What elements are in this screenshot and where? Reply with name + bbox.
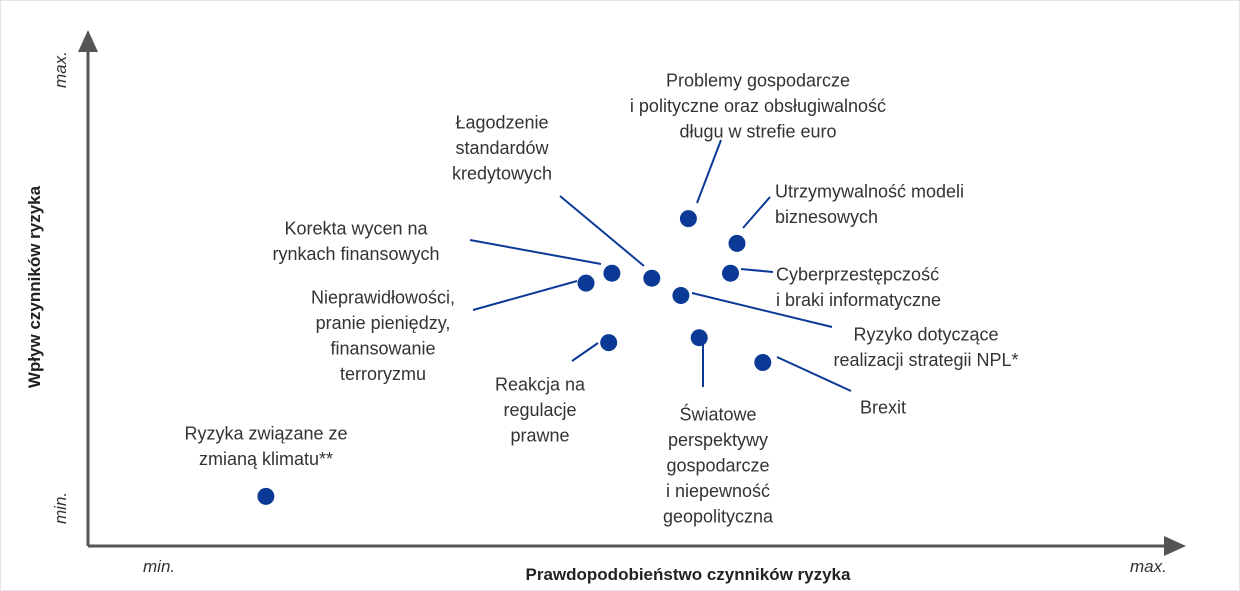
data-label-line: terroryzmu [339,363,427,384]
data-point [257,488,274,505]
data-point [578,275,595,292]
data-label-line: Ryzyka związane ze [184,423,348,444]
data-label [184,423,347,469]
data-label-line: geopolityczna [662,506,774,527]
data-label-line: Światowe [679,404,757,425]
data-label-line: Brexit [860,397,907,418]
data-label [452,112,552,183]
leader-line [473,281,577,310]
x-tick-label-max: max. [1130,557,1167,576]
data-label-line: i braki informatyczne [776,289,942,310]
data-point [680,210,697,227]
y-axis-title: Wpływ czynników ryzyka [25,185,44,389]
leader-line [697,140,721,203]
data-label-line: prawne [510,425,570,446]
data-label-line: standardów [455,137,549,158]
data-label-line: i niepewność [665,480,771,501]
data-label-line: biznesowych [775,206,879,227]
data-point [672,287,689,304]
data-label-line: Łagodzenie [455,112,549,133]
data-label-line: realizacji strategii NPL* [833,349,1019,370]
x-axis-title: Prawdopodobieństwo czynników ryzyka [525,565,851,584]
data-label-line: perspektywy [667,429,769,450]
y-tick-label-min: min. [51,491,70,524]
data-label [272,218,439,263]
leader-line [560,196,644,266]
data-label-line: Nieprawidłowości, [310,287,456,308]
data-point [600,334,617,351]
data-label-line: Problemy gospodarcze [665,70,851,91]
data-label-line: Cyberprzestępczość [776,264,940,285]
data-label [495,374,586,445]
data-label [311,287,455,384]
leader-line [572,343,598,361]
leader-line [743,197,770,228]
data-labels [184,70,1018,526]
data-label-line: Ryzyko dotyczące [853,324,999,345]
leader-line [741,269,773,272]
data-label-line: Utrzymywalność modeli [775,181,965,202]
data-label-line: regulacje [503,399,577,420]
data-label-line: i polityczne oraz obsługiwalność [629,95,887,116]
data-label [776,264,941,310]
data-label-line: rynkach finansowych [272,243,440,264]
data-label [775,181,964,227]
data-label [663,403,774,526]
data-label-line: długu w strefie euro [679,121,837,142]
data-point [643,270,660,287]
data-point [603,265,620,282]
data-point [754,354,771,371]
y-tick-label-max: max. [51,51,70,88]
data-label [833,324,1018,370]
data-point [722,265,739,282]
x-tick-label-min: min. [143,557,176,576]
data-point [691,329,708,346]
data-label-line: pranie pieniędzy, [315,312,451,333]
leader-line [470,240,601,264]
data-label-line: kredytowych [451,163,553,184]
data-label-line: Korekta wycen na [284,218,428,239]
x-axis-arrow [1164,536,1186,556]
y-axis-arrow [78,30,98,52]
data-label-line: Reakcja na [494,374,586,395]
data-point [729,235,746,252]
data-label-line: zmianą klimatu** [198,448,334,469]
data-label-line: finansowanie [330,338,436,359]
data-label [630,70,886,141]
data-label [860,397,906,417]
data-label-line: gospodarcze [666,455,770,476]
